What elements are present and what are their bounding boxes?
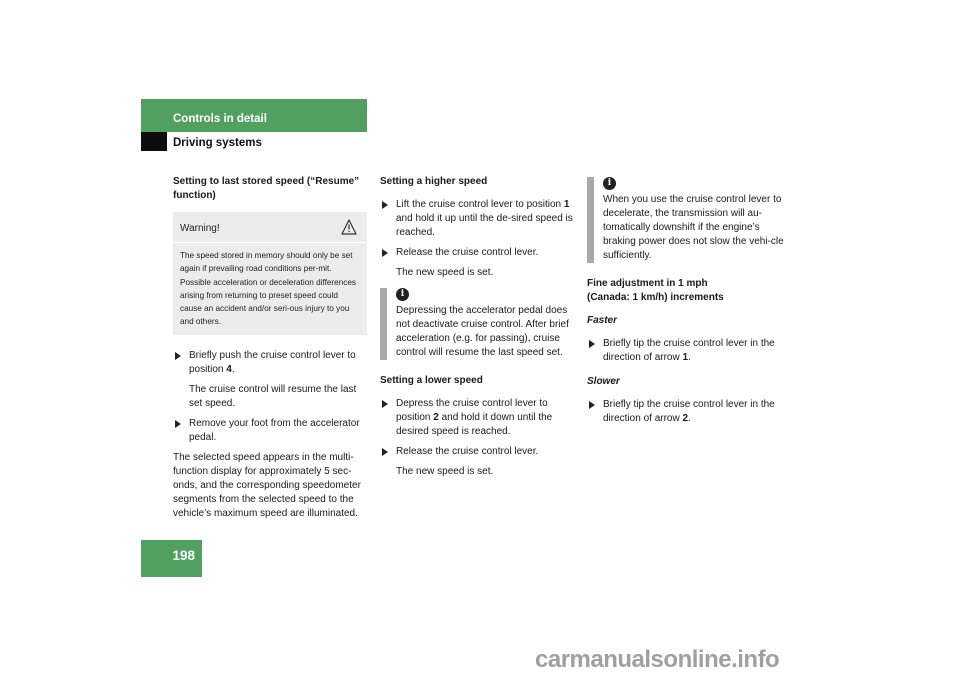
lower-speed-heading: Setting a lower speed: [380, 375, 483, 386]
faster-step-end: .: [688, 352, 691, 363]
slower-step-text: Briefly tip the cruise control lever in the direction of arrow: [603, 399, 775, 424]
slower-step-end: .: [688, 413, 691, 424]
fine-adjust-heading-line-2: (Canada: 1 km/h) increments: [587, 292, 724, 303]
warning-text: The speed stored in memory should only be set again if prevailing road conditions per-mit. Possible acceleration or deceleration differences arising from returning to preset speed could cause an accident and/or seri-ous injury to you and others.: [180, 251, 356, 327]
info-box-downshift: [587, 177, 785, 263]
info-bar: [587, 177, 594, 263]
higher-step-1-text: Lift the cruise control lever to position: [396, 199, 564, 210]
warning-title: Warning!: [180, 223, 220, 234]
faster-step-text: Briefly tip the cruise control lever in the direction of arrow: [603, 338, 775, 363]
resume-step-1-end: .: [231, 363, 235, 375]
section-title: Controls in detail: [173, 113, 267, 125]
page-number: 198: [172, 548, 195, 563]
column-1: [173, 175, 367, 527]
arrow-number: 1: [682, 352, 689, 363]
resume-step-2: Remove your foot from the accelerator pedal.: [173, 417, 367, 445]
page-number-box: [141, 540, 202, 577]
watermark: carmanualsonline.info: [535, 646, 780, 673]
info-text: Depressing the accelerator pedal does not deactivate cruise control. After brief acceleration (e.g. for passing), cruise control will resume the last speed set.: [396, 305, 569, 358]
info-text: When you use the cruise control lever to decelerate, the transmission will au-tomatically downshift if the engine’s braking power does not slow the vehi-cle sufficiently.: [603, 194, 784, 261]
fine-adjust-heading-line-1: Fine adjustment in 1 mph: [587, 278, 708, 289]
fine-adjust-heading: [587, 277, 785, 305]
slower-step: [587, 398, 785, 426]
lower-step-1-text: Depress the cruise control lever to position: [396, 398, 548, 423]
higher-step-1: [380, 198, 575, 240]
resume-step-1: [173, 349, 367, 377]
faster-label: Faster: [587, 315, 618, 326]
position-number: 4: [226, 363, 232, 375]
lower-step-2: Release the cruise control lever.: [380, 445, 575, 459]
position-number: 1: [563, 199, 570, 210]
info-icon: i: [603, 177, 616, 190]
arrow-number: 2: [682, 413, 689, 424]
column-2: [380, 175, 575, 485]
position-number: 2: [433, 412, 439, 423]
resume-heading: Setting to last stored speed (“Resume” function): [173, 176, 360, 201]
lower-step-1-end: and hold it down until the desired speed is reached.: [396, 412, 553, 437]
lower-step-1: [380, 397, 575, 439]
column-3: [587, 175, 785, 432]
info-bar: [380, 288, 387, 360]
resume-paragraph: The selected speed appears in the multi-function display for approximately 5 sec-onds, and the corresponding speedometer segments from the selected speed to the vehicle’s maximum speed are illuminated.: [173, 451, 361, 519]
higher-step-2: Release the cruise control lever.: [380, 246, 575, 260]
slower-label: Slower: [587, 376, 620, 387]
higher-speed-heading: Setting a higher speed: [380, 176, 488, 187]
higher-step-1-end: and hold it up until the de-sired speed is reached.: [396, 213, 573, 238]
faster-step: [587, 337, 785, 365]
warning-header: [173, 212, 367, 243]
info-icon: i: [396, 288, 409, 301]
resume-step-1-text: Briefly push the cruise control lever to position: [189, 349, 356, 375]
higher-result: The new speed is set.: [396, 267, 494, 278]
warning-triangle-icon: [341, 219, 357, 235]
resume-step-1-result: The cruise control will resume the last set speed.: [189, 383, 357, 409]
warning-box: [173, 212, 367, 335]
info-box-accelerator: [380, 288, 575, 360]
subsection-title: Driving systems: [173, 137, 262, 149]
lower-result: The new speed is set.: [396, 466, 494, 477]
header-marker: [141, 132, 167, 151]
